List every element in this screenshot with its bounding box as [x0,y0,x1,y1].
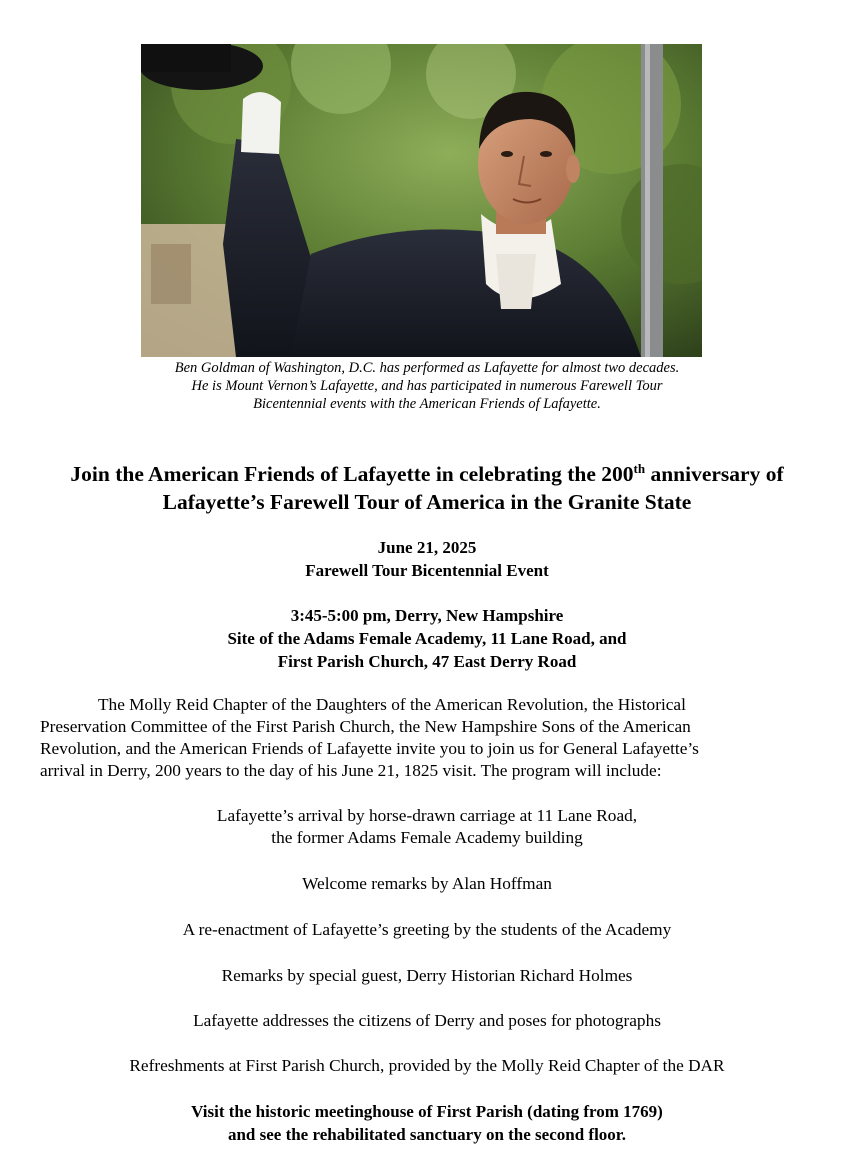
event-block [20,536,834,582]
intro-line: Preservation Committee of the First Parish Church, the New Hampshire Sons of the American [40,717,691,736]
program-item-arrival [20,805,834,849]
closing-block [20,1100,834,1146]
headline-line-1 [20,460,834,488]
program-line: Lafayette addresses the citizens of Derry and poses for photographs [193,1011,661,1030]
program-line: Lafayette’s arrival by horse-drawn carriage at 11 Lane Road, [216,806,638,825]
caption-line: Bicentennial events with the American Friends of Lafayette. [253,396,601,412]
intro-paragraph [40,694,830,782]
program-item-welcome [20,873,834,895]
location-site: Site of the Adams Female Academy, 11 Lane Road, and [227,629,627,648]
program-line: Remarks by special guest, Derry Historian Richard Holmes [221,966,633,985]
intro-line: arrival in Derry, 200 years to the day of his June 21, 1825 visit. The program will include: [40,761,662,780]
program-item-refreshments [20,1055,834,1077]
event-time-place: 3:45-5:00 pm, Derry, New Hampshire [290,606,564,625]
headline-text: Join the American Friends of Lafayette in celebrating the 200 [70,462,634,486]
headline [20,460,834,516]
intro-line: Revolution, and the American Friends of Lafayette invite you to join us for General Lafayette’s [40,739,699,758]
caption-line: He is Mount Vernon’s Lafayette, and has participated in numerous Farewell Tour [191,378,663,394]
program-line: Refreshments at First Parish Church, provided by the Molly Reid Chapter of the DAR [129,1056,725,1075]
program-line: the former Adams Female Academy building [271,828,583,847]
lafayette-photo [141,44,702,357]
caption-line: Ben Goldman of Washington, D.C. has performed as Lafayette for almost two decades. [174,360,680,376]
headline-line-2: Lafayette’s Farewell Tour of America in the Granite State [162,490,692,514]
event-name: Farewell Tour Bicentennial Event [305,561,549,580]
location-block [20,604,834,673]
headline-text: anniversary of [645,462,784,486]
closing-line: Visit the historic meetinghouse of First Parish (dating from 1769) [191,1102,663,1121]
intro-line: The Molly Reid Chapter of the Daughters of the American Revolution, the Historical [98,695,686,714]
program-line: A re-enactment of Lafayette’s greeting by the students of the Academy [182,920,672,939]
program-item-remarks [20,965,834,987]
closing-line: and see the rehabilitated sanctuary on the second floor. [227,1125,627,1144]
program-line: Welcome remarks by Alan Hoffman [302,874,552,893]
program-item-reenactment [20,919,834,941]
ordinal-suffix: th [633,461,646,476]
program-item-address [20,1010,834,1032]
photo-caption [100,359,754,413]
location-church: First Parish Church, 47 East Derry Road [277,652,577,671]
event-date: June 21, 2025 [377,538,477,557]
